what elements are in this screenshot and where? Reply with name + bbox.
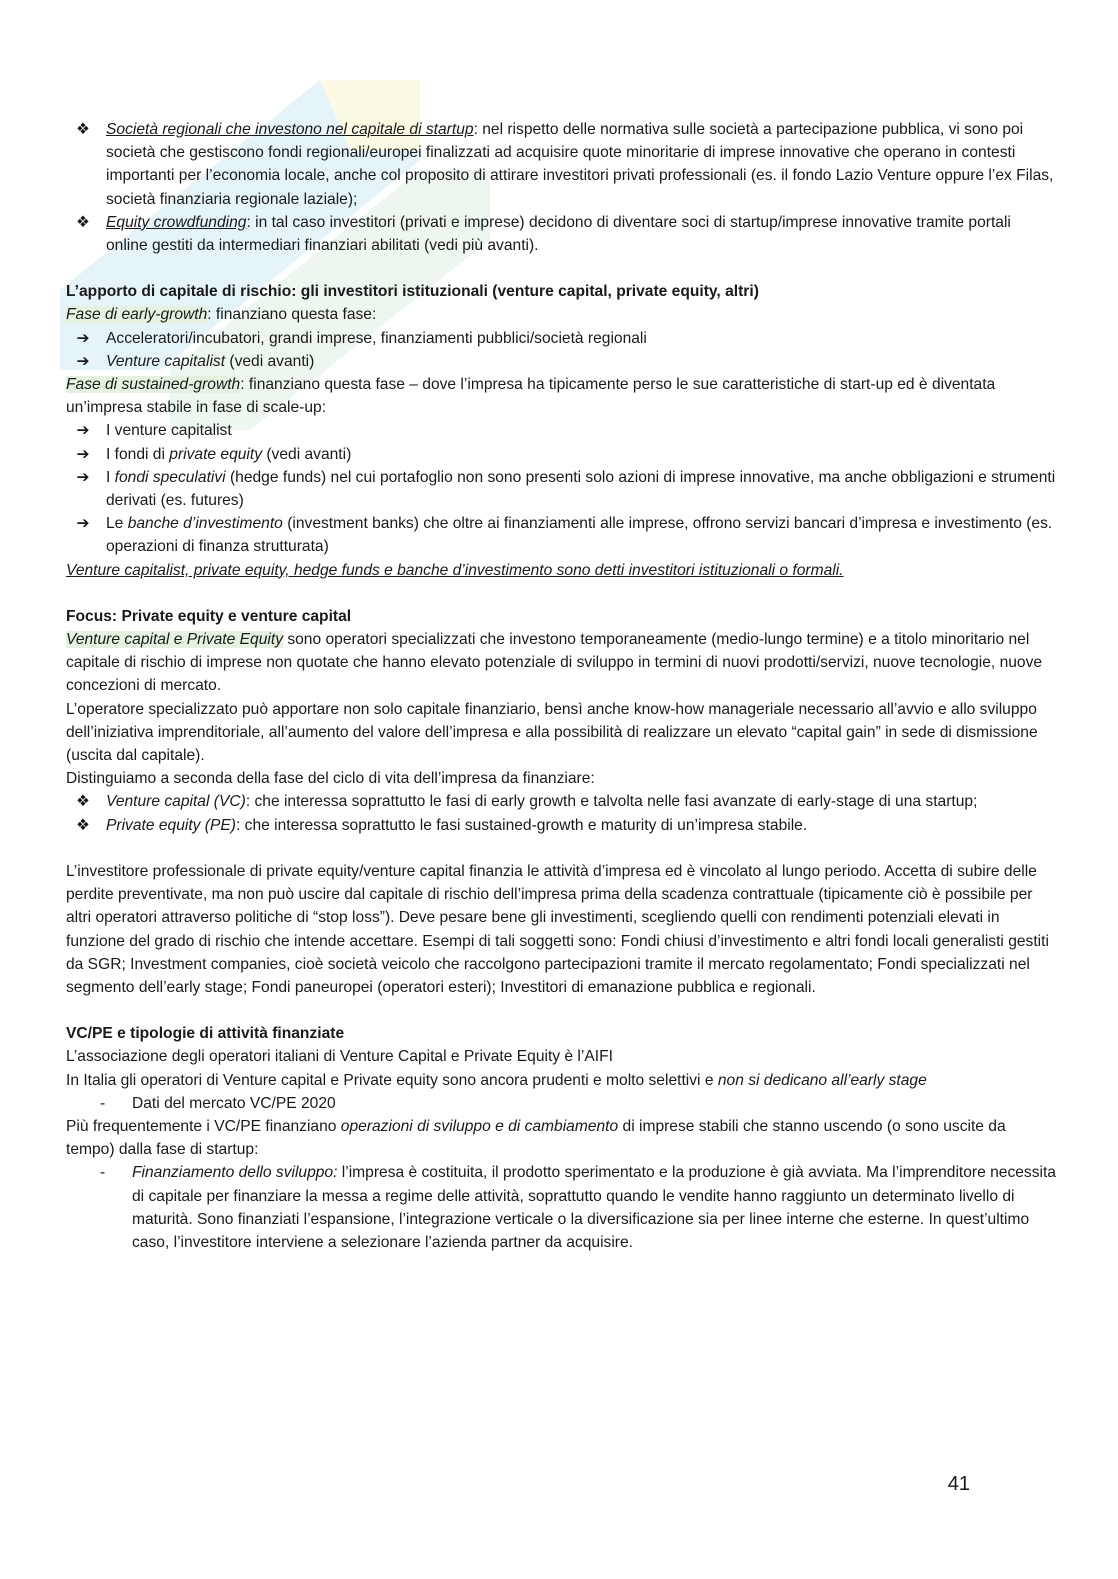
section-heading: VC/PE e tipologie di attività finanziate — [66, 1025, 345, 1043]
list-item: ➔ I venture capitalist — [66, 419, 1056, 442]
arrow-bullet-icon: ➔ — [76, 468, 90, 486]
list-item: ➔ Acceleratori/incubatori, grandi imprese, finanziamenti pubblici/società regionali — [66, 327, 1056, 350]
list-item: ❖ Equity crowdfunding: in tal caso investitori (privati e imprese) decidono di diventare soci di startup/imprese innovative tramite portali online gestiti da intermediari finanziari abilitati (vedi più avanti). — [66, 211, 1056, 257]
diamond-bullet-icon: ❖ — [76, 213, 90, 231]
paragraph: L’investitore professionale di private equity/venture capital finanzia le attività d’impresa ed è vincolato al lungo periodo. Accetta di subire delle perdite preventivate, ma non può uscire dal capitale di rischio dell’impresa prima della scadenza contrattuale (tipicamente ciò è possibile per altri operatori attraverso politiche di “stop loss”). Deve pesare bene gli investimenti, scegliendo quelli con rendimenti potenziali elevati in funzione del grado di rischio che intende accettare. Esempi di tali soggetti sono: Fondi chiusi d’investimento e altri fondi locali generalisti gestiti da SGR; Investment companies, cioè società veicolo che raccolgono partecipazioni tramite il mercato regolamentato; Fondi specializzati nel segmento dell’early stage; Fondi paneuropei (operatori esteri); Investitori di emanazione pubblica e regionali. — [66, 862, 1049, 996]
section-heading: L’apporto di capitale di rischio: gli investitori istituzionali (venture capital, private equity, altri) — [66, 283, 759, 301]
diamond-bullet-icon: ❖ — [76, 816, 90, 834]
arrow-bullet-icon: ➔ — [76, 422, 90, 440]
list-item: ➔ Le banche d’investimento (investment banks) che oltre ai finanziamenti alle imprese, offrono servizi bancari d’impresa e investimento (es. operazioni di finanza strutturata) — [66, 512, 1056, 558]
arrow-bullet-icon: ➔ — [76, 352, 90, 370]
arrow-bullet-icon: ➔ — [76, 329, 90, 347]
list-item: ❖ Venture capital (VC): che interessa soprattutto le fasi di early growth e talvolta nelle fasi avanzate di early-stage di una startup; — [66, 790, 1056, 813]
section-heading: Focus: Private equity e venture capital — [66, 607, 352, 625]
list-item: ❖ Private equity (PE): che interessa soprattutto le fasi sustained-growth e maturity di un’impresa stabile. — [66, 814, 1056, 837]
diamond-bullet-icon: ❖ — [76, 793, 90, 811]
paragraph: L’operatore specializzato può apportare non solo capitale finanziario, bensì anche know-how manageriale necessario all’avvio e allo sviluppo dell’iniziativa imprenditoriale, all’aumento del valore dell’impresa e alla possibilità di realizzare un elevato “capital gain” in sede di dismissione (uscita dal capitale). — [66, 700, 1038, 765]
sustained-growth-label: Fase di sustained-growth — [66, 376, 241, 394]
page-number: 41 — [947, 1473, 970, 1495]
dash-bullet-icon: - — [100, 1094, 106, 1112]
arrow-bullet-icon: ➔ — [76, 515, 90, 533]
diamond-bullet-icon: ❖ — [76, 121, 90, 138]
dash-bullet-icon: - — [100, 1164, 106, 1182]
list-item: ➔ I fondi speculativi (hedge funds) nel cui portafoglio non sono presenti solo azioni di imprese innovative, ma anche obbligazioni e strumenti derivati (es. futures) — [66, 466, 1056, 512]
paragraph: Distinguiamo a seconda della fase del ciclo di vita dell’impresa da finanziare: — [66, 770, 595, 788]
list-item: - Dati del mercato VC/PE 2020 — [66, 1092, 1056, 1115]
institutional-investors-note: Venture capitalist, private equity, hedge funds e banche d’investimento sono detti investitori istituzionali o formali. — [66, 561, 844, 579]
arrow-bullet-icon: ➔ — [76, 445, 90, 463]
document-page: ❖ Società regionali che investono nel capitale di startup: nel rispetto delle normativa sulle società a partecipazione pubblica, vi sono poi società che gestiscono fondi regionali/europei finalizzati ad acquisire quote minoritarie di imprese innovative che operano in contesti importanti per l’economia locale, anche col proposito di attirare investitori privati professionali (es. il fondo Lazio Venture oppure l’ex Filas, società finanziaria regionale laziale); ❖ Equity crowdfunding: in tal caso investitori (privati e imprese) decidono di diventare soci di startup/imprese innovative tramite portali online gestiti da intermediari finanziari abilitati (vedi più avanti). L’apporto di capitale di rischio: gli investitori istituzionali (venture capital, private equity, altri) Fase di early-growth: finanziano questa fase: ➔ Acceleratori/incubatori, grandi imprese, finanziamenti pubblici/società regionali ➔ Venture capitalist (vedi avanti) Fase di sustained-growth: finanziano questa fase – dove l’impresa ha tipicamente perso le sue caratteristiche di start-up ed è diventata un’impresa stabile in fase di scale-up: ➔ I venture capitalist ➔ I fondi di private equity (vedi avanti) ➔ I fondi speculativi (hedge funds) nel cui portafoglio non sono presenti solo azioni di imprese innovative, ma anche obbligazioni e strumenti derivati (es. futures) ➔ Le banche d’investimento (investment banks) che oltre ai finanziamenti alle imprese, offrono servizi bancari d’impresa e investimento (es. operazioni di finanza strutturata) Venture capitalist, private equity, hedge funds e banche d’investimento sono detti investitori istituzionali o formali. Focus: Private equity e venture capital Venture capital e Private Equity sono operatori specializzati che investono temporaneamente (medio-lungo termine) e a titolo minoritario nel capitale di rischio di imprese non quotate che hanno elevato potenziale di sviluppo in termini di nuovi prodotti/servizi, nuove tecnologie, nuove concezioni di mercato. L’operatore specializzato può apportare non solo capitale finanziario, bensì anche know-how manageriale necessario all’avvio e allo sviluppo dell’iniziativa imprenditoriale, all’aumento del valore dell’impresa e alla possibilità di realizzare un elevato “capital gain” in sede di dismissione (uscita dal capitale). Distinguiamo a seconda della fase del ciclo di vita dell’impresa da finanziare: ❖ Venture capital (VC): che interessa soprattutto le fasi di early growth e talvolta nelle fasi avanzate di early-stage di una startup; ❖ Private equity (PE): che interessa soprattutto le fasi sustained-growth e maturity di un’impresa stabile. L’investitore professionale di private equity/venture capital finanzia le attività d’impresa ed è vincolato al lungo periodo. Accetta di subire delle perdite preventivate, ma non può uscire dal capitale di rischio dell’impresa prima della scadenza contrattuale (tipicamente ciò è possibile per altri operatori attraverso politiche di “stop loss”). Deve pesare bene gli investimenti, scegliendo quelli con rendimenti potenziali elevati in funzione del grado di rischio che intende accettare. Esempi di tali soggetti sono: Fondi chiusi d’investimento e altri fondi locali generalisti gestiti da SGR; Investment companies, cioè società veicolo che raccolgono partecipazioni tramite il mercato regolamentato; Fondi specializzati nel segmento dell’early stage; Fondi paneuropei (operatori esteri); Investitori di emanazione pubblica e regionali. VC/PE e tipologie di attività finanziate L’associazione degli operatori italiani di Venture Capital e Private Equity è l’AIFI In Italia gli operatori di Venture capital e Private equity sono ancora prudenti e molto selettivi e non si dedicano all’early stage - Dati del mercato VC/PE 2020 Più frequentemente i VC/PE finanziano operazioni di sviluppo e di cambiamento di imprese stabili che stanno uscendo (o sono uscite da tempo) dalla fase di startup: - Finanziamento dello sviluppo: l’impresa è costituita, il prodotto sperimentato e la produzione è già avviata. Ma l’imprenditore necessita di capitale per finanziare la messa a regime delle attività, soprattutto quando le vendite hanno raggiunto un determinato livello di maturità. Sono finanziati l’espansione, l’integrazione verticale o la diversificazione sia per linee interne che esterne. In quest’ultimo caso, l’investitore interviene a selezionare l’azienda partner da acquisire. — [66, 118, 1056, 1254]
list-item: ❖ Società regionali che investono nel capitale di startup: nel rispetto delle normativa sulle società a partecipazione pubblica, vi sono poi società che gestiscono fondi regionali/europei finalizzati ad acquisire quote minoritarie di imprese innovative che operano in contesti importanti per l’economia locale, anche col proposito di attirare investitori privati professionali (es. il fondo Lazio Venture oppure l’ex Filas, società finanziaria regionale laziale); — [66, 118, 1056, 211]
list-item: - Finanziamento dello sviluppo: l’impresa è costituita, il prodotto sperimentato e la produzione è già avviata. Ma l’imprenditore necessita di capitale per finanziare la messa a regime delle attività, soprattutto quando le vendite hanno raggiunto un determinato livello di maturità. Sono finanziati l’espansione, l’integrazione verticale o la diversificazione sia per linee interne che esterne. In quest’ultimo caso, l’investitore interviene a selezionare l’azienda partner da acquisire. — [66, 1161, 1056, 1254]
list-item: ➔ I fondi di private equity (vedi avanti) — [66, 443, 1056, 466]
early-growth-label: Fase di early-growth — [66, 306, 208, 324]
list-item: ➔ Venture capitalist (vedi avanti) — [66, 350, 1056, 373]
paragraph: L’associazione degli operatori italiani di Venture Capital e Private Equity è l’AIFI — [66, 1048, 613, 1066]
